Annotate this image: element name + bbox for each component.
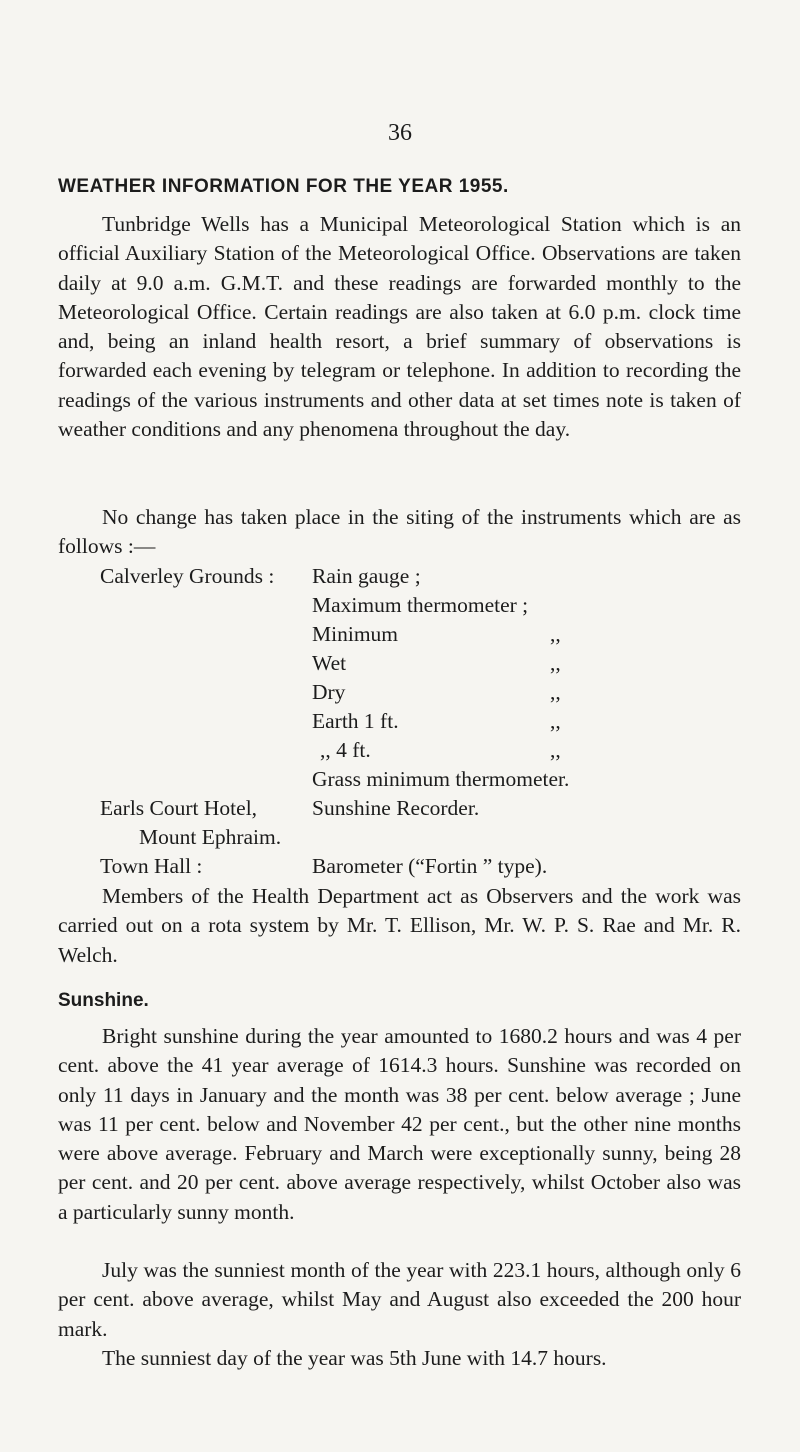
page-number: 36 xyxy=(388,120,412,146)
instrument-earth-1ft: Earth 1 ft. xyxy=(312,709,399,733)
ditto-mark: ,, xyxy=(550,709,561,733)
instrument-barometer: Barometer (“Fortin ” type). xyxy=(312,854,548,878)
instrument-minimum: Minimum xyxy=(312,622,399,646)
instrument-rain-gauge: Rain gauge ; xyxy=(312,564,421,588)
ditto-mark: ,, xyxy=(550,680,561,704)
site-calverley-grounds: Calverley Grounds : xyxy=(100,564,275,588)
site-mount-ephraim: Mount Ephraim. xyxy=(139,825,282,849)
ditto-mark: ,, xyxy=(550,738,561,762)
instrument-dry: Dry xyxy=(312,680,346,704)
sunshine-heading: Sunshine. xyxy=(58,990,149,1011)
page-title: WEATHER INFORMATION FOR THE YEAR 1955. xyxy=(58,176,509,197)
ditto-mark: ,, xyxy=(550,651,561,675)
instrument-wet: Wet xyxy=(312,651,347,675)
instrument-earth-4ft: ,, 4 ft. xyxy=(320,738,371,762)
sunshine-paragraph-1: Bright sunshine during the year amounted to 1680.2 hours and was 4 per cent. above the 41 year average of 1614.3 hours. Sunshine was recorded on only 11 days in January and the month was 38 per cent. below average ; June was 11 per cent. below and November 42 per cent., but the other nine months were above average. February and March were exceptionally sunny, being 28 per cent. and 20 per cent. above average respectively, whilst October also was a particularly sunny month. xyxy=(58,1024,741,1224)
instrument-sunshine-recorder: Sunshine Recorder. xyxy=(312,796,480,820)
instrument-grass-minimum-thermometer: Grass minimum thermometer. xyxy=(312,767,570,791)
instrument-maximum-thermometer: Maximum thermometer ; xyxy=(312,593,529,617)
ditto-mark: ,, xyxy=(550,622,561,646)
siting-paragraph: No change has taken place in the siting of the instruments which are as follows :— xyxy=(58,505,741,559)
observers-paragraph: Members of the Health Department act as Observers and the work was carried out on a rota system by Mr. T. Ellison, Mr. W. P. S. Rae and Mr. R. Welch. xyxy=(58,884,741,967)
sunshine-paragraph-3: The sunniest day of the year was 5th June with 14.7 hours. xyxy=(102,1346,607,1370)
sunshine-paragraph-2: July was the sunniest month of the year with 223.1 hours, although only 6 per cent. above average, whilst May and August also exceeded the 200 hour mark. xyxy=(58,1258,741,1341)
site-town-hall: Town Hall : xyxy=(100,854,203,878)
site-earls-court-hotel: Earls Court Hotel, xyxy=(100,796,258,820)
intro-paragraph: Tunbridge Wells has a Municipal Meteorological Station which is an official Auxiliary Station of the Meteorological Office. Observations are taken daily at 9.0 a.m. G.M.T. and these readings are forwarded monthly to the Meteorological Office. Certain readings are also taken at 6.0 p.m. clock time and, being an inland health resort, a brief summary of observations is forwarded each evening by telegram or telephone. In addition to recording the readings of the various instruments and other data at set times note is taken of weather conditions and any phenomena throughout the day. xyxy=(58,212,741,442)
